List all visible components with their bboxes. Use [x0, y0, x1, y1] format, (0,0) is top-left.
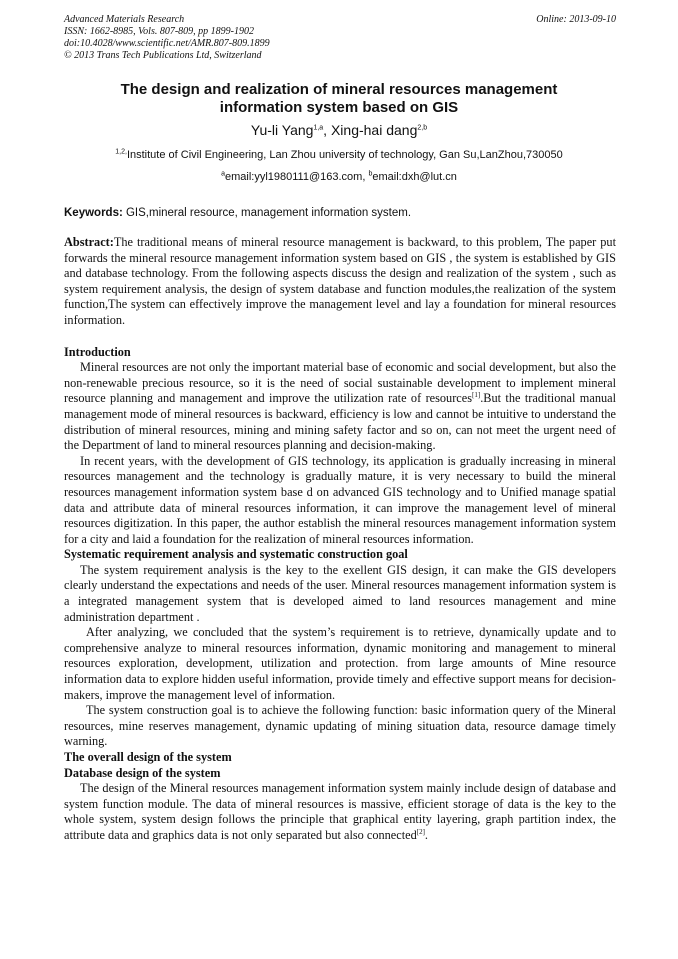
affiliation-mark: 1,2, — [115, 148, 127, 156]
introduction-heading: Introduction — [64, 344, 131, 359]
email-b[interactable]: email:dxh@lut.cn — [372, 171, 457, 183]
requirement-paragraph-3: The system construction goal is to achieve the following function: basic information query of the Mineral resources, mine reserves management, dynamic updating of mining situation data, resource damage timely warning. — [64, 703, 616, 749]
requirement-heading: Systematic requirement analysis and systematic construction goal — [64, 547, 408, 562]
db-p1-text-b: . — [424, 827, 428, 842]
keywords — [64, 206, 616, 220]
online-date: Online: 2013-09-10 — [536, 14, 616, 25]
intro-p1-text-a: Mineral resources are not only the important material base of economic and social development, but also the non-renewable precious resource, so it is the need of social sustainable development to implement mineral resource planning and management and improve the utilization rate of resources — [64, 360, 616, 406]
journal-name: Advanced Materials Research — [64, 14, 185, 25]
database-design-heading: Database design of the system — [64, 765, 221, 780]
author-2-affil-mark: 2,b — [417, 124, 428, 132]
keywords-text: GIS,mineral resource, management information system. — [122, 207, 412, 219]
title-line-2: information system based on GIS — [219, 99, 459, 116]
citation-2[interactable]: [2] — [416, 827, 425, 836]
abstract-label: Abstract: — [64, 235, 114, 249]
copyright-line: © 2013 Trans Tech Publications Ltd, Switzerland — [64, 50, 262, 61]
doi-line[interactable]: doi:10.4028/www.scientific.net/AMR.807-809.1899 — [64, 38, 270, 49]
database-paragraph-1 — [64, 781, 616, 843]
introduction-paragraph-1 — [64, 360, 616, 454]
journal-header — [64, 14, 616, 62]
requirement-paragraph-2: After analyzing, we concluded that the system’s requirement is to retrieve, dynamically update and to comprehensive analyze to mineral resources information, dynamic monitoring and management to mineral resources exploration, development, utilization and protection. from large amounts of Mine resource information data to explore hidden useful information, provide timely and effective support means for decision-makers, improve the management level of information. — [64, 625, 616, 702]
issn-line: ISSN: 1662-8985, Vols. 807-809, pp 1899-1902 — [64, 26, 254, 37]
introduction-paragraph-2: In recent years, with the development of GIS technology, its application is gradually increasing in mineral resources management and the technology is gradually mature, it is very necessary to build the mineral resources management information system base d on advanced GIS technology and to Unified manage spatial data and attribute data of mineral resources information, it can improve the management level of mineral resources digitization. In this paper, the author establish the mineral resources management information system for a city and laid a foundation for the realization of mineral resources information. — [64, 453, 616, 546]
db-p1-text-a: The design of the Mineral resources management information system mainly include design of database and system function module. The data of mineral resources is massive, efficient storage of data is the key to the whole system, system design follows the principle that graphical entity layering, graph partition index, the attribute data and graphics data is not only separated but also connected — [64, 781, 616, 842]
title-line-1: The design and realization of mineral resources management — [120, 81, 558, 98]
email-b-mark: b — [368, 170, 373, 178]
abstract-paragraph — [64, 235, 616, 329]
email-a-mark: a — [221, 170, 225, 178]
overall-design-heading: The overall design of the system — [64, 750, 232, 764]
author-emails — [64, 170, 614, 184]
citation-1[interactable]: [1] — [472, 391, 481, 400]
author-list — [64, 122, 614, 139]
keywords-label: Keywords: — [64, 207, 123, 219]
author-2: Xing-hai dang — [330, 122, 418, 138]
author-1-affil-mark: 1,a — [313, 124, 324, 132]
affiliation-text: Institute of Civil Engineering, Lan Zhou university of technology, Gan Su,LanZhou,730050 — [126, 149, 563, 161]
requirement-paragraph-1: The system requirement analysis is the key to the exellent GIS design, it can make the GIS developers clearly understand the expectations and needs of the user. Mineral resources management information system is a integrated management system that is developed aimed to land resources management and mine administration department . — [64, 562, 616, 624]
affiliation — [64, 148, 614, 162]
paper-body — [64, 235, 616, 844]
abstract-text: The traditional means of mineral resource management is backward, to this problem, The paper put forwards the mineral resource management information system based on GIS , the system is established by GIS and database technology. From the following aspects discuss the design and realization of the system , such as system requirement analysis, the design of system database and function modules,the realization of the system function,The system can effectively improve the management level and lay a foundation for mineral resources information. — [64, 235, 616, 327]
email-a[interactable]: email:yyl1980111@163.com, — [225, 171, 369, 183]
author-separator: , — [323, 122, 331, 138]
intro-p1-text-b: .But the traditional manual management mode of mineral resources is backward, efficiency is low and cannot be intuitive to understand the distribution of mineral resources, mining and mining safety factor and so on, can not meet the urgent need of the Department of land to mineral resources planning and decision-making. — [64, 391, 616, 453]
paper-title — [64, 81, 614, 117]
author-1: Yu-li Yang — [250, 122, 314, 138]
